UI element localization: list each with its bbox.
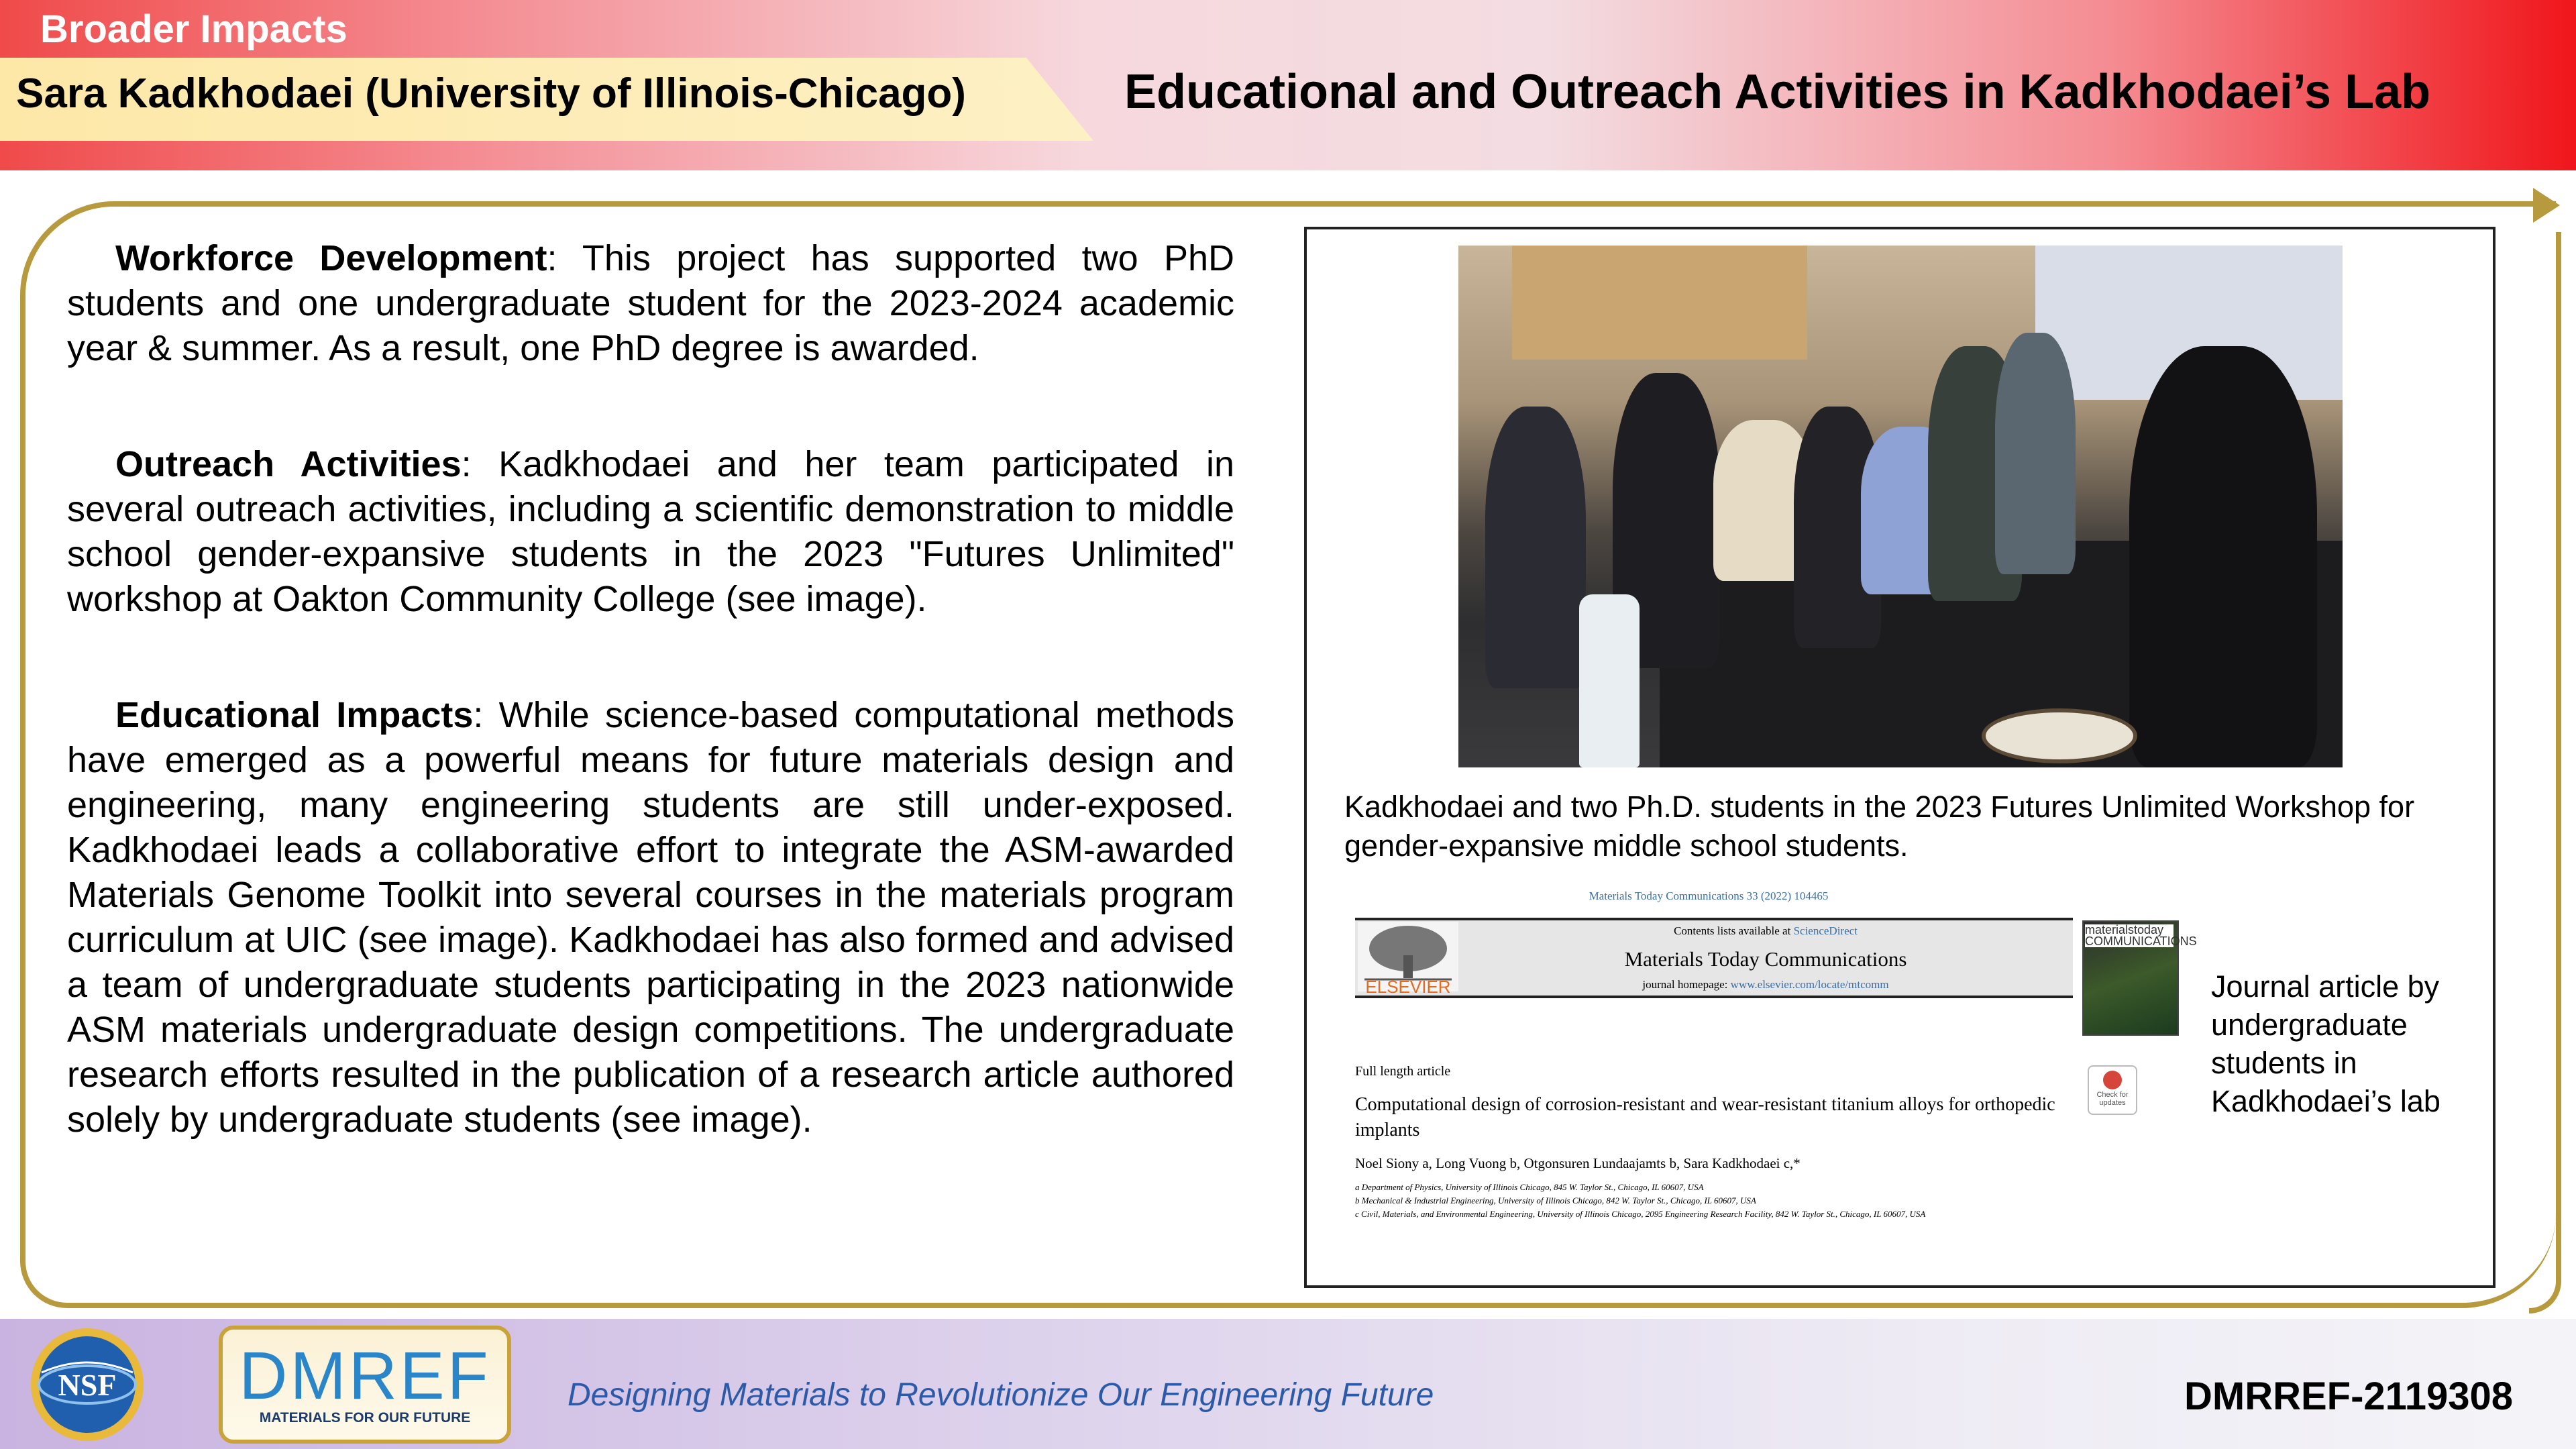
article-journal-ref: Materials Today Communications 33 (2022) 104465	[1589, 890, 1829, 902]
check-updates-badge	[2088, 1065, 2137, 1115]
journal-article-image	[1350, 884, 2197, 1226]
text-column	[67, 236, 1234, 1214]
paragraph-body: : While science-based computational methods have emerged as a powerful means for future materials design and engineering, many engineering students are still under-exposed. Kadkhodaei leads a collaborative effort to integrate the ASM-awarded Materials Genome Toolkit into several courses in the materials program curriculum at UIC (see image). Kadkhodaei has also formed and advised a team of undergraduate students participating in the 2023 nationwide ASM materials undergraduate design competitions. The undergraduate research efforts resulted in the publication of a research article authored solely by undergraduate students (see image).	[67, 695, 1234, 1140]
article-authors: Noel Siony a, Long Vuong b, Otgonsuren Lundaajamts b, Sara Kadkhodaei c,*	[1355, 1155, 1801, 1171]
article-type: Full length article	[1355, 1064, 1451, 1079]
slide-title: Educational and Outreach Activities in Kadkhodaei’s Lab	[1124, 65, 2431, 119]
paragraph-outreach	[67, 442, 1234, 622]
dmref-logo-text: DMREF	[239, 1338, 491, 1413]
affiliation-line: c Civil, Materials, and Environmental Engineering, University of Illinois Chicago, 2095 Engineering Research Facility, 842 W. Taylor St., Chicago, IL 60607, USA	[1355, 1209, 1926, 1219]
article-journal-name: Materials Today Communications	[1624, 947, 1907, 971]
article-contents-line	[1470, 924, 2061, 938]
frame-arrow-icon	[2533, 188, 2560, 223]
elsevier-logo-text: ELSEVIER	[1365, 977, 1451, 997]
award-id: DMRREF-2119308	[2184, 1375, 2513, 1418]
nsf-logo-icon	[28, 1326, 146, 1444]
dmref-logo-subtext: MATERIALS FOR OUR FUTURE	[259, 1410, 471, 1426]
paragraph-heading: Workforce Development	[115, 238, 547, 278]
paragraph-heading: Educational Impacts	[115, 695, 474, 735]
workshop-photo	[1458, 246, 2343, 767]
paragraph-body: : Kadkhodaei and her team participated in several outreach activities, including a scientific demonstration to middle school gender-expansive students in the 2023 "Futures Unlimited" workshop at Oakton Community College (see image).	[67, 444, 1234, 619]
paragraph-educational	[67, 693, 1234, 1142]
paragraph-heading: Outreach Activities	[115, 444, 462, 484]
homepage-link: www.elsevier.com/locate/mtcomm	[1730, 978, 1889, 991]
photo-person	[2129, 346, 2317, 767]
paragraph-body: : This project has supported two PhD students and one undergraduate student for the 2023-2024 academic year & summer. As a result, one PhD degree is awarded.	[67, 238, 1234, 368]
article-title: Computational design of corrosion-resistant and wear-resistant titanium alloys for orthopedic implants	[1355, 1094, 2055, 1140]
affiliation-line: a Department of Physics, University of Illinois Chicago, 845 W. Taylor St., Chicago, IL 60607, USA	[1355, 1182, 1704, 1192]
pi-name: Sara Kadkhodaei (University of Illinois-Chicago)	[16, 70, 966, 117]
photo-caption: Kadkhodaei and two Ph.D. students in the 2023 Futures Unlimited Workshop for gender-expansive middle school students.	[1344, 790, 2415, 863]
photo-person	[1995, 333, 2076, 574]
photo-dish	[1982, 708, 2137, 763]
photo-person	[1485, 407, 1586, 688]
section-tag: Broader Impacts	[40, 7, 347, 51]
content-frame-right	[2529, 232, 2561, 1313]
paragraph-workforce	[67, 236, 1234, 371]
journal-cover-label: materialstoday COMMUNICATIONS	[2085, 923, 2197, 948]
affiliation-line: b Mechanical & Industrial Engineering, University of Illinois Chicago, 842 W. Taylor St., Chicago, IL 60607, USA	[1355, 1195, 1756, 1205]
sciencedirect-link: ScienceDirect	[1793, 924, 1858, 937]
article-affiliations	[1355, 1181, 2160, 1221]
article-caption: Journal article by undergraduate students in Kadkhodaei’s lab	[2211, 969, 2440, 1118]
photo-bottle	[1579, 594, 1640, 767]
contents-prefix: Contents lists available at	[1674, 924, 1794, 937]
footer-tagline: Designing Materials to Revolutionize Our Engineering Future	[568, 1377, 1434, 1413]
nsf-logo-text: NSF	[58, 1368, 117, 1402]
photo-cabinets	[1512, 246, 1807, 360]
check-updates-label: Check for updates	[2096, 1091, 2129, 1107]
homepage-prefix: journal homepage:	[1642, 978, 1731, 991]
article-homepage-line	[1470, 978, 2061, 991]
check-updates-icon	[2103, 1071, 2122, 1089]
